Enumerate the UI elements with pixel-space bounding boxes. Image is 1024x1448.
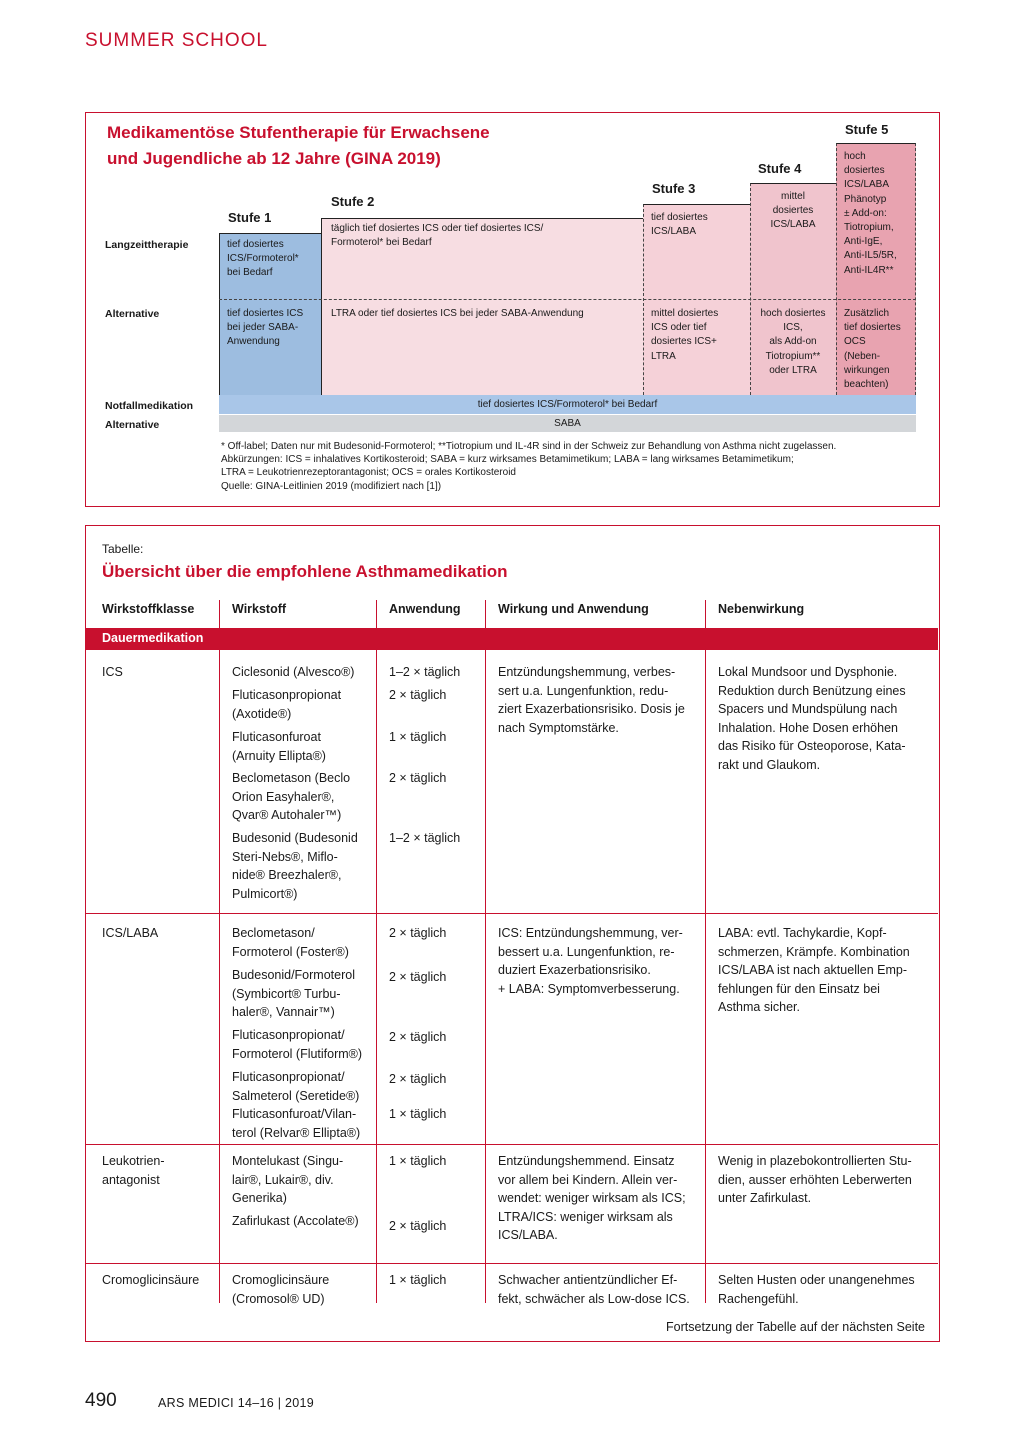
neben-ics: Lokal Mundsoor und Dysphonie. Reduktion durch Benützung eines Spacers und Mundspülung nach Inhalation. Hohe Dosen erhöhen das Risiko für Osteoporose, Kata- rakt und Glaukom.: [718, 665, 906, 772]
anwendung-cromo: 1 × täglich: [389, 1273, 447, 1287]
anwendung-icslaba-1: 2 × täglich: [389, 926, 447, 940]
step5-langzeit: hoch dosiertes ICS/LABA Phänotyp ± Add-on: Tiotropium, Anti-IgE, Anti-IL5/5R, Anti-IL4R**: [844, 151, 897, 276]
header-wirkstoff: Wirkstoff: [232, 602, 287, 616]
row-line-3: [86, 1263, 938, 1264]
step2-alternative: LTRA oder tief dosiertes ICS bei jeder SABA-Anwendung: [331, 308, 584, 319]
table-continuation: Fortsetzung der Tabelle auf der nächsten Seite: [666, 1320, 925, 1334]
step5-label: Stufe 5: [845, 122, 889, 137]
step2-label: Stufe 2: [331, 194, 375, 209]
row-line-1: [86, 913, 938, 914]
row-label-langzeit: Langzeittherapie: [105, 239, 189, 251]
col-line-1: [219, 600, 220, 1303]
anwendung-icslaba-4: 2 × täglich: [389, 1072, 447, 1086]
step3-label: Stufe 3: [652, 181, 696, 196]
figure-notes: * Off-label; Daten nur mit Budesonid-Formoterol; **Tiotropium und IL-4R sind in der Schweiz zur Behandlung von Asthma nicht zugelassen. Abkürzungen: ICS = inhalatives Kortikosteroid; SABA = kurz wirksames Betamimetikum; LABA = lang wirksames Betamimetikum; LTRA = Leukotrienrezeptorantagonist; OCS = orales Kortikosteroid Quelle: GINA-Leitlinien 2019 (modifiziert nach [1]): [221, 441, 837, 492]
figure-title: [107, 120, 490, 172]
wirkstoff-ics-4: Beclometason (Beclo Orion Easyhaler®, Qvar® Autohaler™): [232, 771, 351, 822]
wirkstoff-icslaba-5: Fluticasonfuroat/Vilan- terol (Relvar® Ellipta®): [232, 1107, 361, 1140]
row-line-2: [86, 1144, 938, 1145]
neben-cromo: Selten Husten oder unangenehmes Rachengefühl.: [718, 1273, 915, 1306]
row-label-notfall: Notfallmedikation: [105, 400, 194, 412]
col-line-2: [376, 600, 377, 1303]
neben-leukotrien: Wenig in plazebokontrollierten Stu- dien, ausser erhöhten Leberwerten unter Zafirkulast.: [718, 1154, 912, 1205]
wirkstoff-icslaba-2: Budesonid/Formoterol (Symbicort® Turbu- haler®, Vannair™): [232, 968, 355, 1019]
klasse-icslaba: ICS/LABA: [102, 926, 159, 940]
wirkstoff-ics-3: Fluticasonfuroat (Arnuity Ellipta®): [232, 730, 326, 763]
alternative-divider: [219, 299, 916, 300]
figure-title-line2: und Jugendliche ab 12 Jahre (GINA 2019): [107, 149, 441, 168]
wirkstoff-cromo: Cromoglicinsäure (Cromosol® UD): [232, 1273, 330, 1306]
notfall-bar: tief dosiertes ICS/Formoterol* bei Bedarf: [219, 395, 916, 414]
anwendung-ics-2: 2 × täglich: [389, 688, 447, 702]
step3-langzeit: tief dosiertes ICS/LABA: [651, 212, 708, 238]
anwendung-ics-3: 1 × täglich: [389, 730, 447, 744]
step3-alternative: mittel dosiertes ICS oder tief dosiertes ICS+ LTRA: [651, 308, 719, 362]
klasse-leukotrien: Leukotrien- antagonist: [102, 1154, 165, 1187]
anwendung-ics-5: 1–2 × täglich: [389, 831, 461, 845]
step4-label: Stufe 4: [758, 161, 802, 176]
klasse-ics: ICS: [102, 665, 123, 679]
figure-title-line1: Medikamentöse Stufentherapie für Erwachsene: [107, 123, 490, 142]
header-wirkung: Wirkung und Anwendung: [498, 602, 649, 616]
saba-bar: SABA: [219, 415, 916, 432]
step1-alternative: tief dosiertes ICS bei jeder SABA- Anwendung: [227, 308, 304, 348]
step4-langzeit: mittel dosiertes ICS/LABA: [770, 191, 816, 231]
section-header: SUMMER SCHOOL: [85, 30, 268, 51]
page-number: 490: [85, 1390, 117, 1411]
step1-langzeit: tief dosiertes ICS/Formoterol* bei Bedarf: [227, 239, 299, 279]
neben-icslaba: LABA: evtl. Tachykardie, Kopf- schmerzen, Krämpfe. Kombination ICS/LABA ist nach aktuellen Emp- fehlungen für den Einsatz bei Asthma sicher.: [718, 926, 910, 1014]
step1-label: Stufe 1: [228, 210, 272, 225]
anwendung-ics-1: 1–2 × täglich: [389, 665, 461, 679]
wirkstoff-icslaba-1: Beclometason/ Formoterol (Foster®): [232, 926, 349, 959]
row-label-notfall-alt: Alternative: [105, 419, 160, 431]
wirkung-ics: Entzündungshemmung, verbes- sert u.a. Lungenfunktion, redu- ziert Exazerbationsrisiko. Dosis je nach Symptomstärke.: [498, 665, 685, 735]
anwendung-leukotrien-2: 2 × täglich: [389, 1219, 447, 1233]
header-anwendung: Anwendung: [389, 602, 461, 616]
wirkung-cromo: Schwacher antientzündlicher Ef- fekt, schwächer als Low-dose ICS.: [498, 1273, 690, 1306]
header-wirkstoffklasse: Wirkstoffklasse: [102, 602, 195, 616]
section-row: [86, 628, 938, 650]
wirkstoff-ics-1: Ciclesonid (Alvesco®): [232, 665, 355, 679]
anwendung-leukotrien-1: 1 × täglich: [389, 1154, 447, 1168]
step4-alternative: hoch dosiertes ICS, als Add-on Tiotropium** oder LTRA: [760, 308, 826, 376]
wirkstoff-icslaba-4: Fluticasonpropionat/ Salmeterol (Seretide®): [232, 1070, 360, 1103]
anwendung-ics-4: 2 × täglich: [389, 771, 447, 785]
anwendung-icslaba-3: 2 × täglich: [389, 1030, 447, 1044]
wirkstoff-icslaba-3: Fluticasonpropionat/ Formoterol (Flutiform®): [232, 1028, 363, 1061]
step2-langzeit: täglich tief dosiertes ICS oder tief dosiertes ICS/ Formoterol* bei Bedarf: [331, 223, 544, 249]
header-nebenwirkung: Nebenwirkung: [718, 602, 805, 616]
wirkstoff-leukotrien-2: Zafirlukast (Accolate®): [232, 1214, 359, 1228]
col-line-3: [485, 600, 486, 1303]
wirkstoff-ics-2: Fluticasonpropionat (Axotide®): [232, 688, 342, 721]
anwendung-icslaba-5: 1 × täglich: [389, 1107, 447, 1121]
table-title: Übersicht über die empfohlene Asthmamedikation: [102, 562, 508, 581]
klasse-cromo: Cromoglicinsäure: [102, 1273, 200, 1287]
row-label-alternative: Alternative: [105, 308, 160, 320]
wirkung-leukotrien: Entzündungshemmend. Einsatz vor allem bei Kindern. Allein ver- wendet: weniger wirksam als ICS; LTRA/ICS: weniger wirksam als ICS/LABA.: [498, 1154, 686, 1242]
section-row-label: Dauermedikation: [102, 631, 204, 645]
wirkstoff-leukotrien-1: Montelukast (Singu- lair®, Lukair®, div. Generika): [232, 1154, 344, 1205]
step5-alternative: Zusätzlich tief dosiertes OCS (Neben- wirkungen beachten): [844, 308, 901, 391]
anwendung-icslaba-2: 2 × täglich: [389, 970, 447, 984]
col-line-4: [705, 600, 706, 1303]
journal-name: ARS MEDICI 14–16 | 2019: [158, 1396, 315, 1410]
table-label: Tabelle:: [102, 542, 144, 556]
wirkstoff-ics-5: Budesonid (Budesonid Steri-Nebs®, Miflo- nide® Breezhaler®, Pulmicort®): [232, 831, 358, 901]
wirkung-icslaba: ICS: Entzündungshemmung, ver- bessert u.a. Lungenfunktion, re- duziert Exazerbationsrisiko. + LABA: Symptomverbesserung.: [498, 926, 683, 996]
